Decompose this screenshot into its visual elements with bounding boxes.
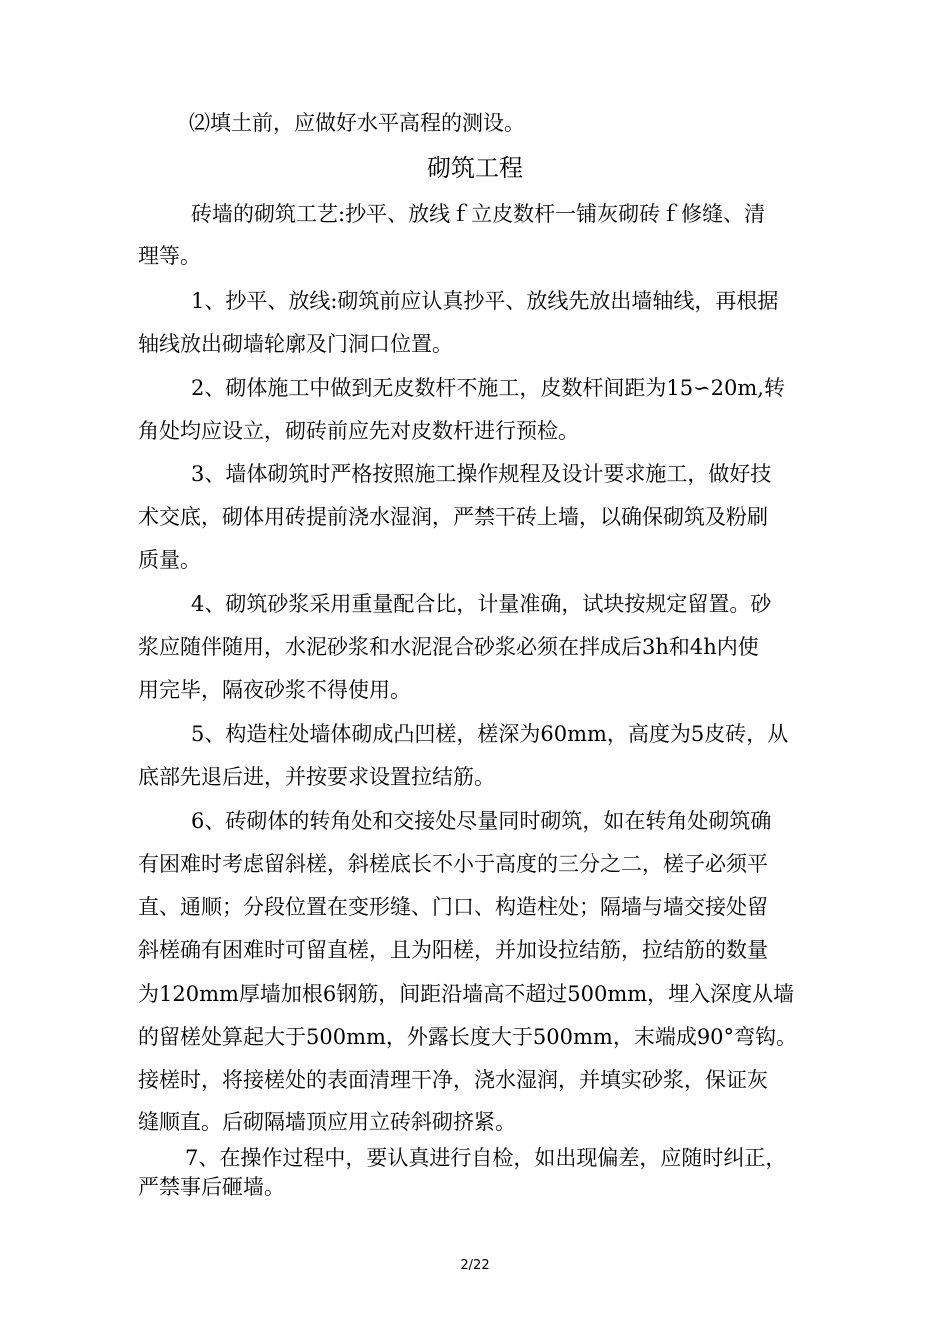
paragraph-line: 7、在操作过程中，要认真进行自检，如出现偏差，应随时纠正， <box>185 1146 787 1170</box>
paragraph-line: 轴线放出砌墙轮廓及门洞口位置。 <box>138 332 453 356</box>
paragraph-line: 有困难时考虑留斜槎，斜槎底长不小于高度的三分之二，槎子必须平 <box>138 852 768 876</box>
paragraph-line: 用完毕，隔夜砂浆不得使用。 <box>138 678 411 702</box>
paragraph-line: 浆应随伴随用，水泥砂浆和水泥混合砂浆必须在拌成后3h和4h内使 <box>138 635 759 659</box>
page-number: 2/22 <box>460 1258 490 1273</box>
section-heading: 砌筑工程 <box>427 154 523 182</box>
paragraph-line: 斜槎确有困难时可留直槎，且为阳槎，并加设拉结筋，拉结筋的数量 <box>138 938 768 962</box>
paragraph-line: 2、砌体施工中做到无皮数杆不施工，皮数杆间距为15∽20m,转 <box>191 376 785 400</box>
paragraph-line: 3、墙体砌筑时严格按照施工操作规程及设计要求施工，做好技 <box>191 462 772 486</box>
paragraph-line: 砖墙的砌筑工艺:抄平、放线ｆ立皮数杆一铺灰砌砖ｆ修缝、清 <box>191 202 766 226</box>
paragraph-line: 5、构造柱处墙体砌成凸凹槎，槎深为60mm，高度为5皮砖，从 <box>191 722 789 746</box>
paragraph-line: 直、通顺；分段位置在变形缝、门口、构造柱处；隔墙与墙交接处留 <box>138 895 768 919</box>
paragraph-line: 6、砖砌体的转角处和交接处尽量同时砌筑，如在转角处砌筑确 <box>191 809 772 833</box>
paragraph-line: 底部先退后进，并按要求设置拉结筋。 <box>138 765 495 789</box>
paragraph-line: 缝顺直。后砌隔墙顶应用立砖斜砌挤紧。 <box>138 1110 516 1134</box>
paragraph-line: 4、砌筑砂浆采用重量配合比，计量准确，试块按规定留置。砂 <box>191 592 772 616</box>
paragraph-line: 质量。 <box>138 548 201 572</box>
paragraph-line: 为120mm厚墙加根6钢筋，间距沿墙高不超过500mm，埋入深度从墙 <box>138 982 795 1006</box>
item-2-fill-line: ⑵填土前，应做好水平高程的测设。 <box>189 111 525 135</box>
paragraph-line: 严禁事后砸墙。 <box>138 1175 285 1199</box>
paragraph-line: 术交底，砌体用砖提前浇水湿润，严禁干砖上墙，以确保砌筑及粉刷 <box>138 505 768 529</box>
paragraph-line: 角处均应设立，砌砖前应先对皮数杆进行预检。 <box>138 419 579 443</box>
paragraph-line: 接槎时，将接槎处的表面清理干净，浇水湿润，并填实砂浆，保证灰 <box>138 1068 768 1092</box>
paragraph-line: 的留槎处算起大于500mm，外露长度大于500mm，末端成90°弯钩。 <box>138 1025 798 1049</box>
paragraph-line: 理等。 <box>138 244 201 268</box>
paragraph-line: 1、抄平、放线:砌筑前应认真抄平、放线先放出墙轴线，再根据 <box>191 289 779 313</box>
